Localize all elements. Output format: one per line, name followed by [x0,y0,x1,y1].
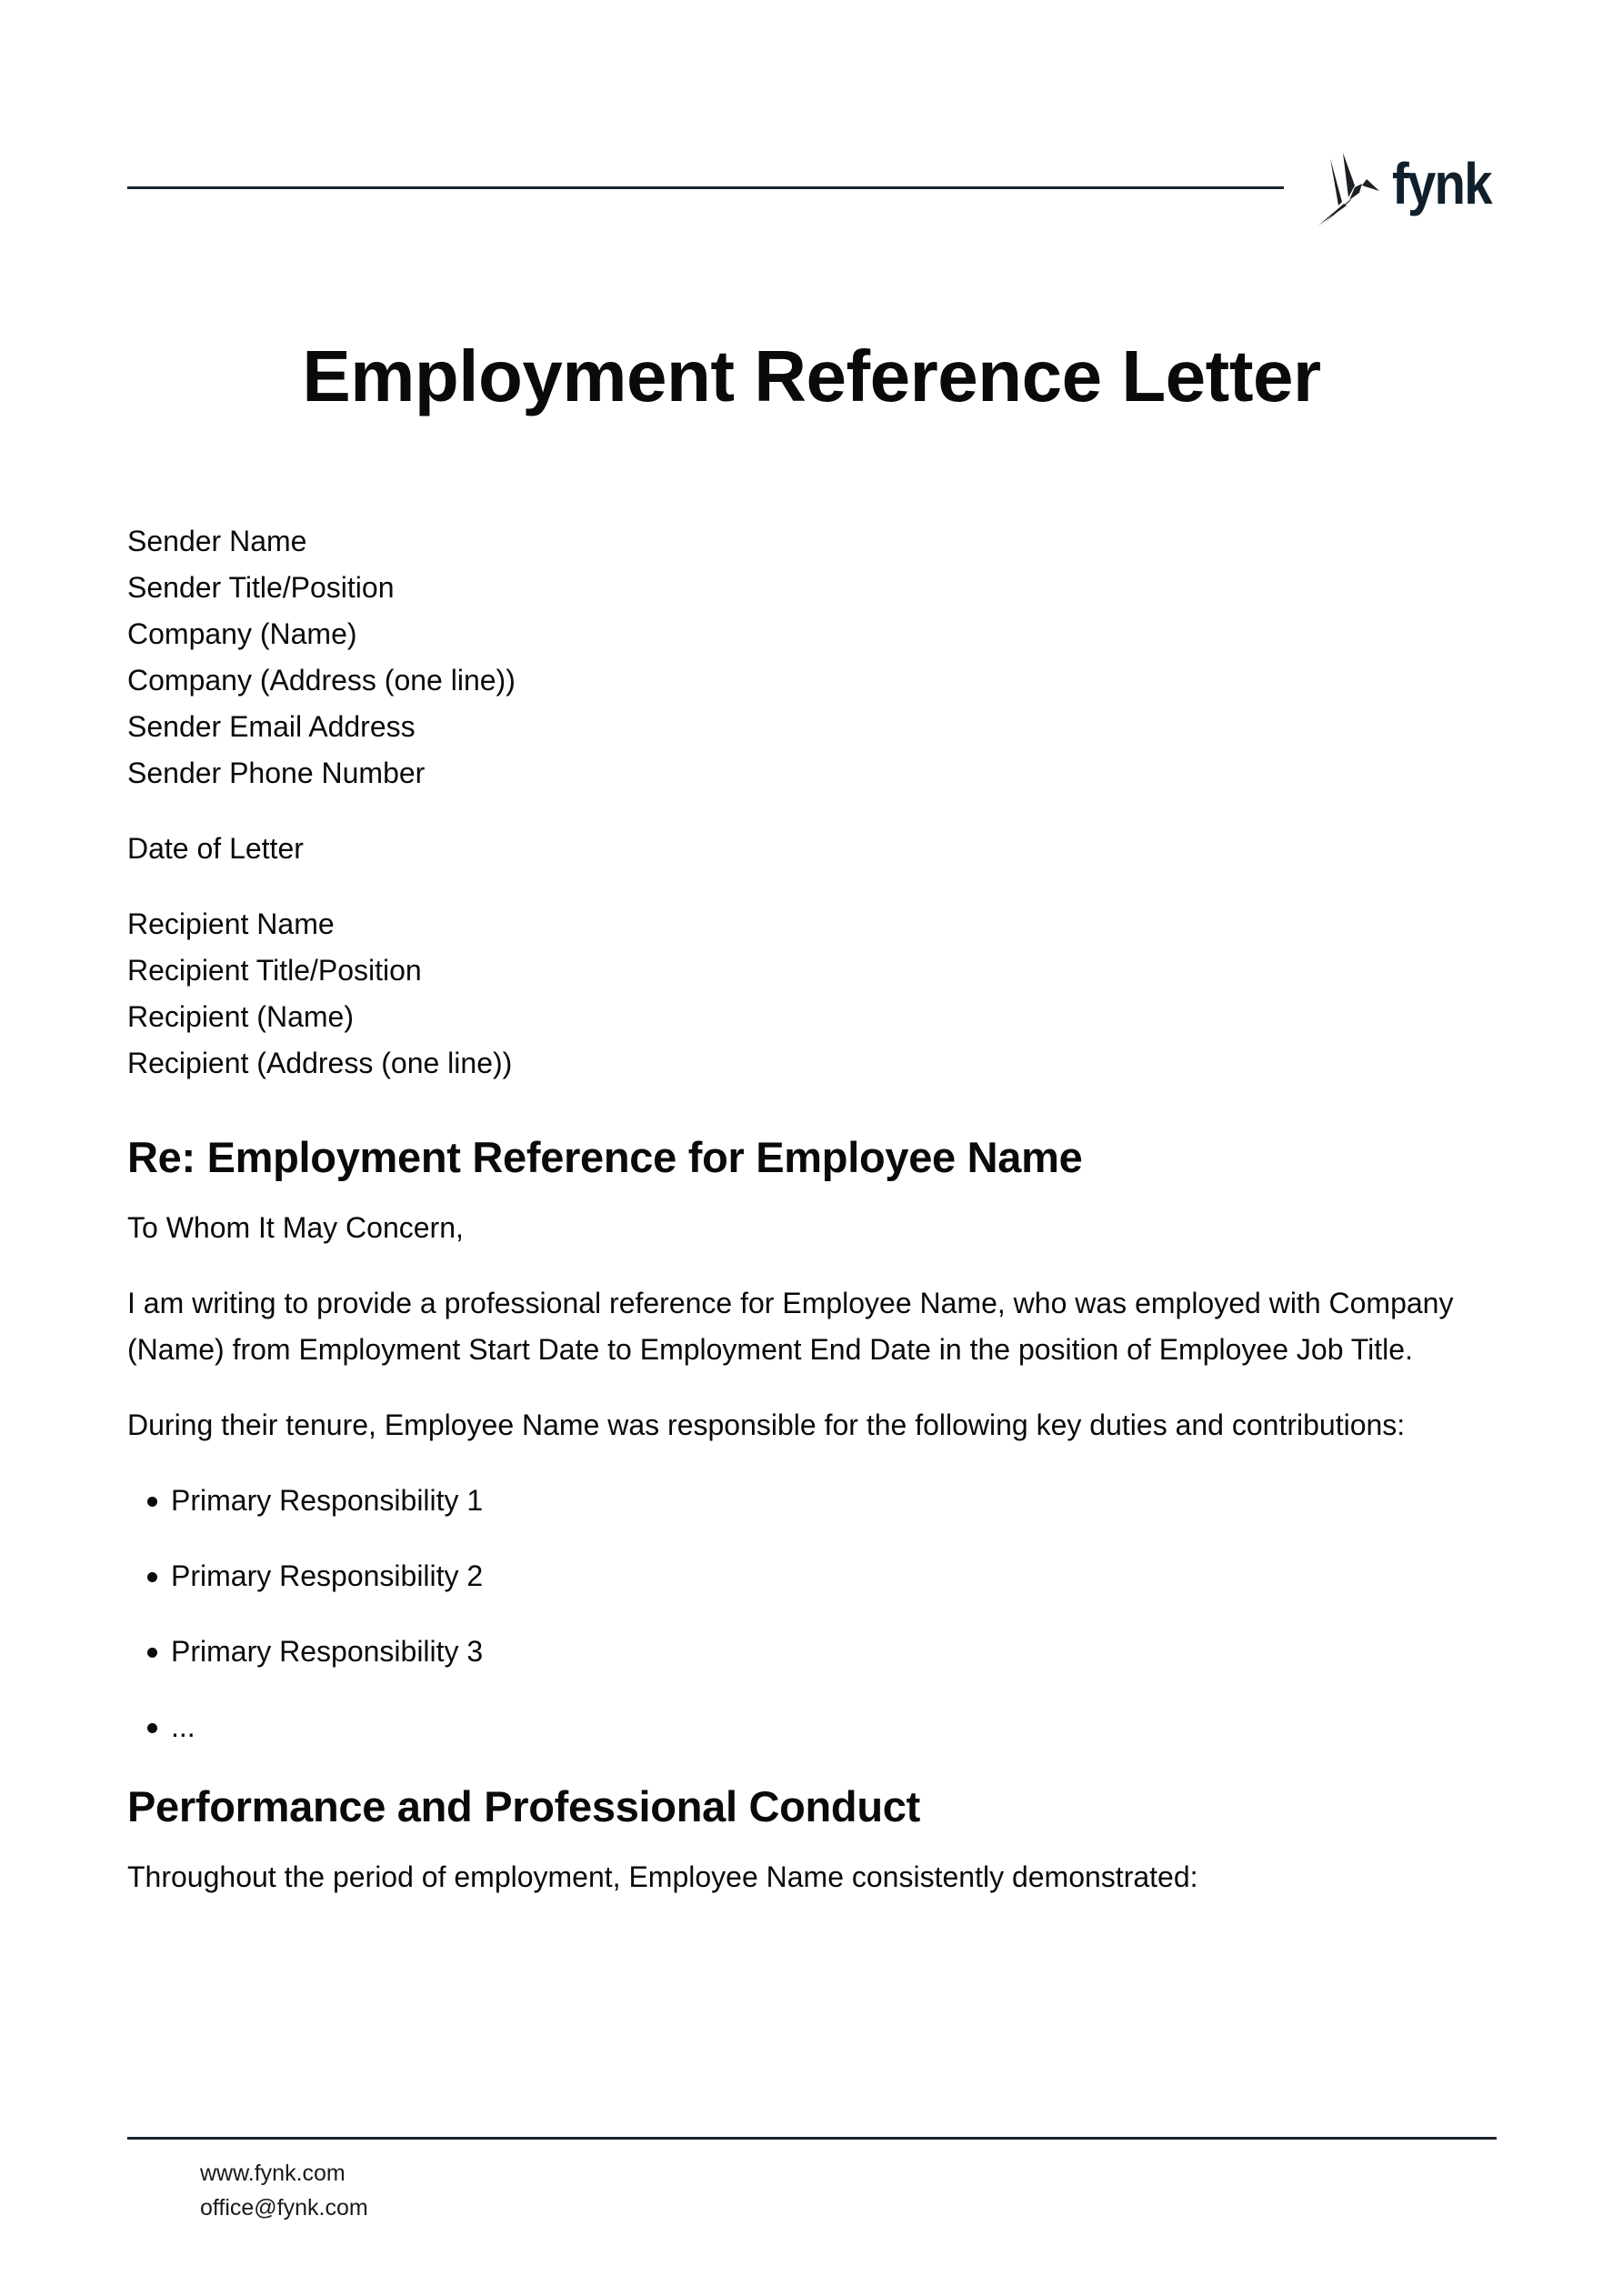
sender-company-name: Company (Name) [127,617,357,650]
recipient-company-name: Recipient (Name) [127,1000,354,1033]
intro-paragraph: I am writing to provide a professional reference for Employee Name, who was employed with Company (Name) from Employment Start Date to Employment End Date in the position of Employee Job Title. [127,1287,1454,1366]
recipient-company-address: Recipient (Address (one line)) [127,1047,513,1079]
section-heading-performance: Performance and Professional Conduct [127,1782,920,1830]
letter-body [127,518,1500,1930]
sender-company-address: Company (Address (one line)) [127,664,516,697]
recipient-title: Recipient Title/Position [127,954,422,987]
recipient-name: Recipient Name [127,907,335,940]
performance-intro: Throughout the period of employment, Employee Name consistently demonstrated: [127,1860,1198,1893]
logo-wordmark: fynk [1392,151,1491,216]
document-title: Employment Reference Letter [302,336,1321,416]
list-item: ... [127,1704,1500,1750]
recipient-block [127,901,1500,1087]
sender-block [127,518,1500,797]
date-block [127,826,1500,872]
fynk-logo [1315,149,1506,231]
salutation: To Whom It May Concern, [127,1211,464,1244]
footer-divider [127,2137,1497,2140]
footer-contact [200,2156,368,2225]
list-item: Primary Responsibility 3 [127,1629,1500,1675]
duties-intro: During their tenure, Employee Name was responsible for the following key duties and contributions: [127,1409,1406,1441]
sender-name: Sender Name [127,525,307,557]
list-item: Primary Responsibility 1 [127,1478,1500,1524]
footer-website-link[interactable]: www.fynk.com [200,2161,346,2186]
footer-email-link[interactable]: office@fynk.com [200,2195,368,2221]
list-item: Primary Responsibility 2 [127,1553,1500,1599]
origami-bird-icon [1315,149,1388,231]
sender-phone: Sender Phone Number [127,757,426,789]
responsibilities-list [127,1478,1500,1750]
sender-email: Sender Email Address [127,710,416,743]
letter-date: Date of Letter [127,832,304,865]
header-divider [127,186,1284,189]
subject-heading: Re: Employment Reference for Employee Name [127,1133,1083,1181]
sender-title: Sender Title/Position [127,571,395,604]
